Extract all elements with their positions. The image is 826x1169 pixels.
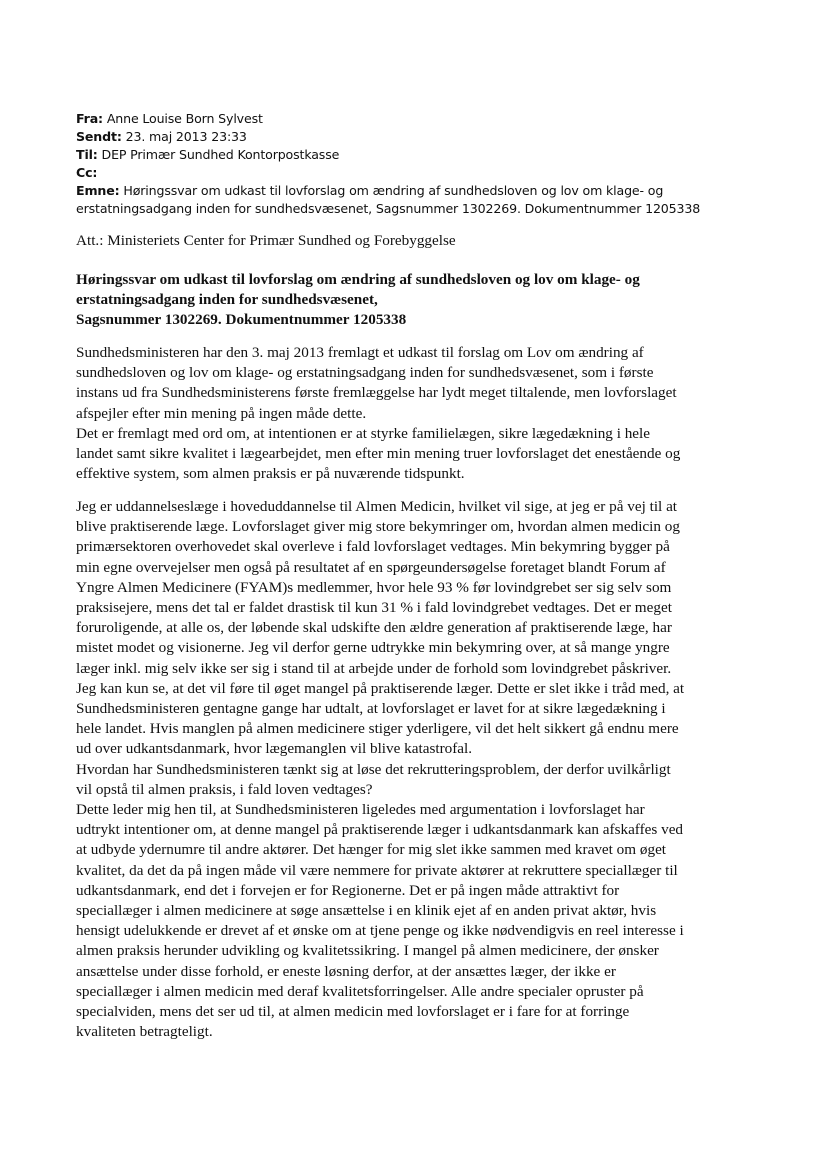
text-line: speciallæger i almen medicin med deraf kvalitetsforringelser. Alle andre specialer opruster på (76, 982, 644, 1000)
text-line: Sundhedsministeren gentagne gange har udtalt, at lovforslaget er lavet for at sikre lægedækning i (76, 700, 666, 718)
text-line: praksisejere, mens det tal er faldet drastisk til kun 31 % i fald lovindgrebet vedtages. Det er meget (76, 599, 672, 617)
text-line: Yngre Almen Medicinere (FYAM)s medlemmer, hvor hele 93 % før lovindgrebet ser sig selv som (76, 578, 672, 596)
paragraph-intro (76, 343, 746, 484)
subject-row (76, 182, 756, 200)
text-line: sundhedsloven og lov om klage- og erstatningsadgang inden for sundhedsvæsenet, som i første (76, 364, 654, 382)
subject-row-continued (76, 200, 756, 218)
cc-row (76, 164, 756, 182)
email-header (76, 110, 756, 218)
text-line: effektive system, som almen praksis er på nuværende tidspunkt. (76, 465, 465, 483)
text-line: speciallæger i almen medicinere at søge ansættelse i en klinik ejet af en anden privat aktør, hvis (76, 902, 657, 920)
text-line: blive praktiserende læge. Lovforslaget giver mig store bekymringer om, hvordan almen medicin og (76, 518, 680, 536)
attention-line: Att.: Ministeriets Center for Primær Sundhed og Forebyggelse (76, 232, 456, 249)
from-value: Anne Louise Born Sylvest (106, 111, 263, 126)
paragraph-concern (76, 497, 746, 800)
text-line: foruroligende, at alle os, der løbende skal udskifte den ældre generation af praktiserende læge, har (76, 619, 672, 637)
text-line: ud over udkantsdanmark, hvor lægemanglen vil blive katastrofal. (76, 740, 473, 758)
text-line: ansættelse under disse forhold, er eneste løsning derfor, at der ansættes læger, der ikke er (76, 962, 616, 980)
text-line: Dette leder mig hen til, at Sundhedsministeren ligeledes med argumentation i lovforslaget har (76, 801, 645, 818)
text-line: Jeg er uddannelseslæge i hoveduddannelse til Almen Medicin, hvilket vil sige, at jeg er på vej til at (76, 498, 678, 515)
text-line: hele landet. Hvis manglen på almen medicinere stiger yderligere, vil det helt sikkert gå endnu mere (76, 720, 679, 738)
text-line: Hvordan har Sundhedsministeren tænkt sig at løse det rekrutteringsproblem, der derfor uvilkårligt (76, 760, 671, 778)
title-line: Sagsnummer 1302269. Dokumentnummer 1205338 (76, 311, 407, 329)
text-line: læger inkl. mig selv ikke ser sig i stand til at arbejde under de forhold som lovindgrebet påskriver. (76, 659, 672, 677)
sent-row (76, 128, 756, 146)
title-line: erstatningsadgang inden for sundhedsvæsenet, (76, 291, 378, 309)
cc-label: Cc: (76, 165, 98, 180)
text-line: at udbyde ydernumre til andre aktører. Det hænger for mig slet ikke sammen med kravet om øget (76, 841, 667, 859)
title-line: Høringssvar om udkast til lovforslag om ændring af sundhedsloven og lov om klage- og (76, 271, 640, 288)
document-title (76, 270, 746, 331)
text-line: kvalitet, da det da på ingen måde vil være nemmere for private aktører at rekruttere speciallæger til (76, 861, 678, 879)
text-line: Jeg kan kun se, at det vil føre til øget mangel på praktiserende læger. Dette er slet ikke i tråd med, at (76, 679, 685, 697)
text-line: landet samt sikre kvalitet i lægearbejdet, men efter min mening truer lovforslaget det enestående og (76, 445, 681, 463)
text-line: kvaliteten betragteligt. (76, 1023, 213, 1041)
to-label: Til: (76, 147, 98, 162)
sent-label: Sendt: (76, 129, 122, 144)
to-value: DEP Primær Sundhed Kontorpostkasse (101, 147, 340, 162)
subject-label: Emne: (76, 183, 120, 198)
from-row (76, 110, 756, 128)
text-line: Sundhedsministeren har den 3. maj 2013 fremlagt et udkast til forslag om Lov om ændring af (76, 344, 644, 361)
from-label: Fra: (76, 111, 103, 126)
text-line: primærsektoren overhovedet skal overleve i fald lovforslaget vedtages. Min bekymring bygger på (76, 538, 670, 556)
text-line: Det er fremlagt med ord om, at intentionen er at styrke familielægen, sikre lægedækning i hele (76, 424, 651, 442)
sent-value: 23. maj 2013 23:33 (125, 129, 247, 144)
subject-line-1: Høringssvar om udkast til lovforslag om ændring af sundhedsloven og lov om klage- og (123, 183, 664, 198)
text-line: almen praksis herunder udvikling og kvalitetssikring. I mangel på almen medicinere, der ønsker (76, 942, 659, 960)
subject-line-2: erstatningsadgang inden for sundhedsvæsenet, Sagsnummer 1302269. Dokumentnummer 1205338 (76, 201, 701, 216)
text-line: specialviden, mens det ser ud til, at almen medicin med lovforslaget er i fare for at forringe (76, 1003, 630, 1021)
text-line: hensigt udelukkende er drevet af et ønske om at tjene penge og ikke nødvendigvis en reel interesse i (76, 922, 684, 940)
paragraph-ydernumre (76, 800, 746, 1042)
text-line: mistet modet og visionerne. Jeg vil derfor gerne udtrykke min bekymring over, at så mange yngre (76, 639, 670, 657)
text-line: afspejler efter min mening på ingen måde dette. (76, 404, 367, 422)
text-line: udkantsdanmark, end det i forvejen er for Regionerne. Det er på ingen måde attraktivt for (76, 881, 620, 899)
text-line: udtrykt intentioner om, at denne mangel på praktiserende læger i udkantsdanmark kan afskaffes ved (76, 821, 684, 839)
text-line: vil opstå til almen praksis, i fald loven vedtages? (76, 780, 373, 798)
text-line: instans ud fra Sundhedsministerens første fremlæggelse har lydt meget tiltalende, men lovforslaget (76, 384, 677, 402)
text-line: min egne overvejelser men også på resultatet af en spørgeundersøgelse foretaget blandt Forum af (76, 558, 666, 576)
to-row (76, 146, 756, 164)
